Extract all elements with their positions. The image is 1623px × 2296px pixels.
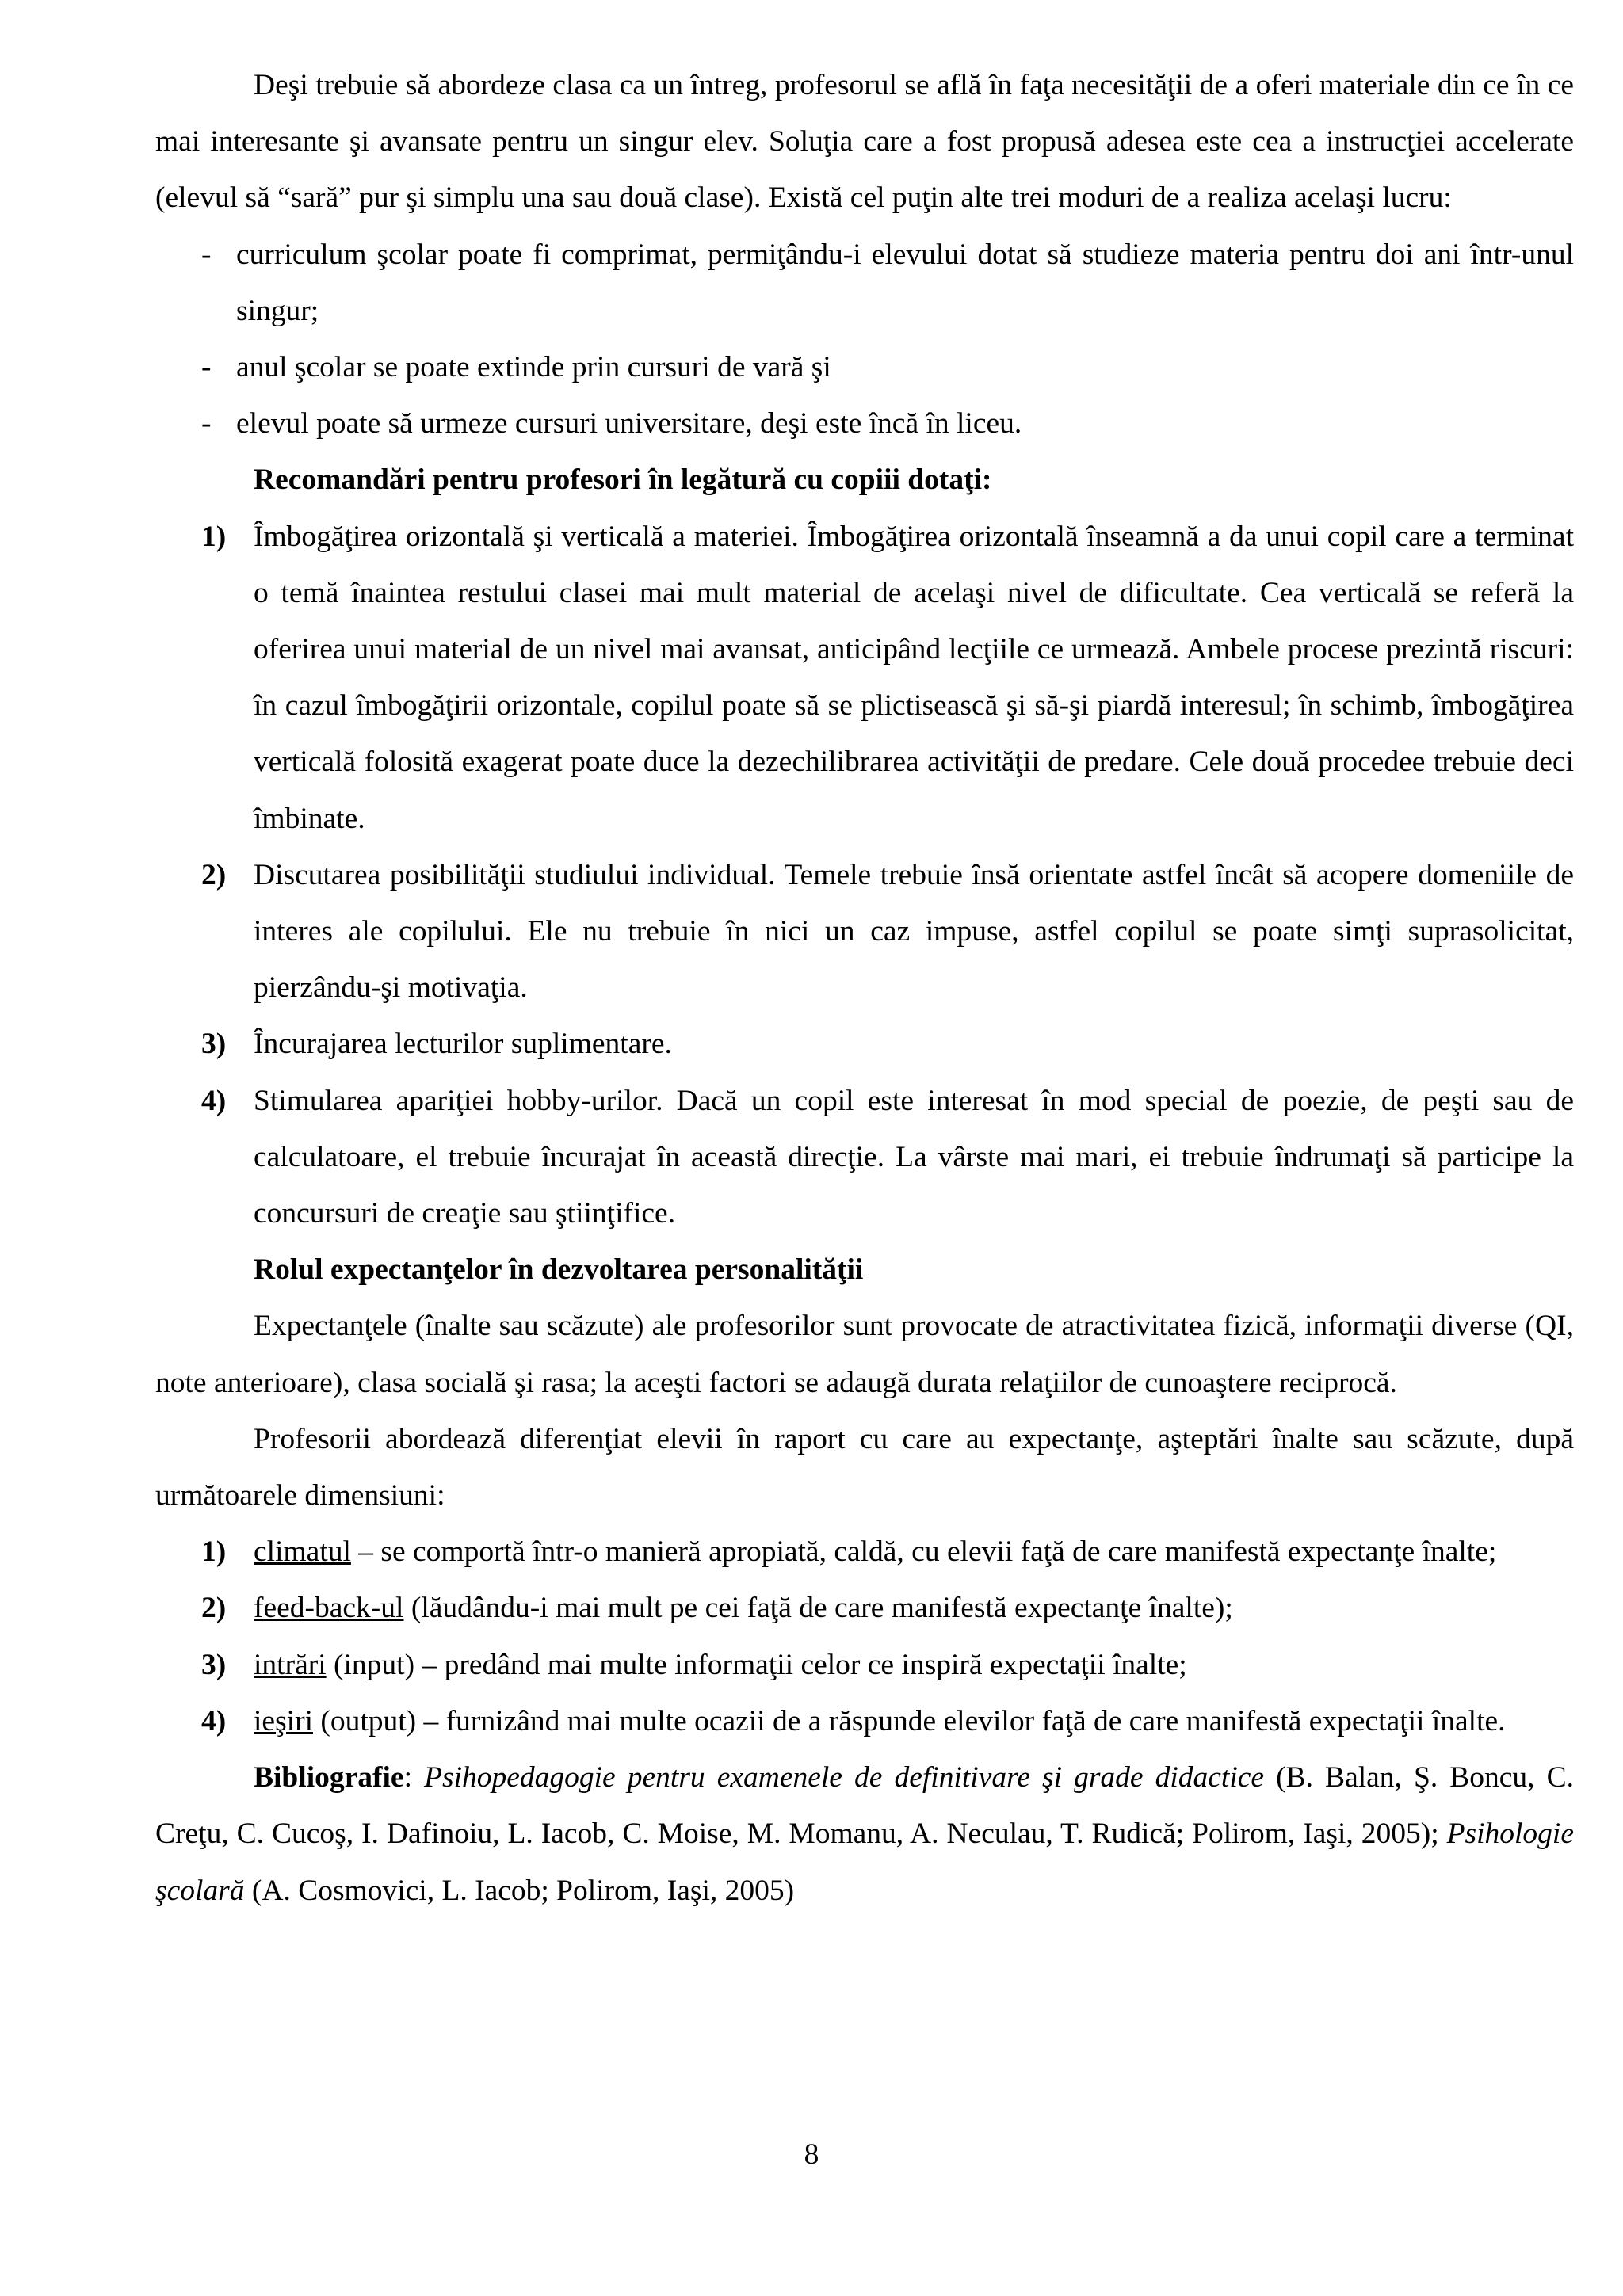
bibliography-title: Psihopedagogie pentru examenele de definitivare şi grade didactice xyxy=(424,1761,1265,1794)
item-number: 2) xyxy=(201,1592,227,1625)
list-item-text xyxy=(254,1524,1574,1580)
list-item xyxy=(155,1524,1574,1580)
list-item-text: Discutarea posibilităţii studiului individual. Temele trebuie însă orientate astfel încât să acopere domeniile de interes ale copilului. Ele nu trebuie în nici un caz impuse, astfel copilul se poate simţi suprasolicitat, pierzându-şi motivaţia. xyxy=(254,858,1574,1005)
bibliography-title: Psihologie şcolară xyxy=(155,1817,1574,1907)
dimension-term: ieşiri xyxy=(254,1704,313,1737)
expectations-heading: Rolul expectanţelor în dezvoltarea personalităţii xyxy=(254,1253,864,1287)
list-item xyxy=(155,395,1574,452)
list-item xyxy=(155,339,1574,395)
item-number: 4) xyxy=(201,1084,227,1117)
dimension-description: (output) – furnizând mai multe ocazii de a răspunde elevilor faţă de care manifestă expectaţii înalte. xyxy=(312,1704,1506,1737)
list-item xyxy=(155,227,1574,339)
bibliography-label: Bibliografie xyxy=(254,1761,404,1794)
dash-marker: - xyxy=(201,238,212,271)
expectations-paragraph: Expectanţele (înalte sau scăzute) ale profesorilor sunt provocate de atractivitatea fizică, informaţii diverse (QI, note anterioare), clasa socială şi rasa; la aceşti factori se adaugă durata relaţiilor de cunoaştere reciprocă. xyxy=(155,1310,1574,1399)
dash-marker: - xyxy=(201,407,212,441)
dimension-term: intrări xyxy=(254,1648,327,1681)
dimension-description: (input) – predând mai multe informaţii celor ce inspiră expectaţii înalte; xyxy=(326,1648,1187,1681)
intro-paragraph: Deşi trebuie să abordeze clasa ca un întreg, profesorul se află în faţa necesităţii de a oferi materiale din ce în ce mai interesante şi avansate pentru un singur elev. Soluţia care a fost propusă adesea este cea a instrucţiei accelerate (elevul să “sară” pur şi simplu una sau două clase). Există cel puţin alte trei moduri de a realiza acelaşi lucru: xyxy=(155,69,1574,215)
recommendations-heading: Recomandări pentru profesori în legătură cu copiii dotaţi: xyxy=(254,463,992,497)
list-item-text: Încurajarea lecturilor suplimentare. xyxy=(254,1028,672,1061)
list-item xyxy=(155,509,1574,847)
dimension-term: feed-back-ul xyxy=(254,1592,404,1625)
dimension-description: (lăudându-i mai mult pe cei faţă de care manifestă expectanţe înalte); xyxy=(403,1592,1233,1625)
bibliography-separator: : xyxy=(403,1761,425,1794)
list-item-text: Îmbogăţirea orizontală şi verticală a materiei. Îmbogăţirea orizontală înseamnă a da unui copil care a terminat o temă înaintea restului clasei mai mult material de acelaşi nivel de dificultate. Cea verticală se referă la oferirea unui material de un nivel mai avansat, anticipând lecţiile ce urmează. Ambele procese prezintă riscuri: în cazul îmbogăţirii orizontale, copilul poate să se plictisească şi să-şi piardă interesul; în schimb, îmbogăţirea verticală folosită exagerat poate duce la dezechilibrarea activităţii de predare. Cele două procedee trebuie deci îmbinate. xyxy=(254,520,1574,835)
expectations-paragraph: Profesorii abordează diferenţiat elevii în raport cu care au expectanţe, aşteptări înalte sau scăzute, după următoarele dimensiuni: xyxy=(155,1422,1574,1512)
list-item xyxy=(155,1693,1574,1749)
dimension-description: – se comportă într-o manieră apropiată, caldă, cu elevii faţă de care manifestă expectanţe înalte; xyxy=(350,1535,1497,1569)
item-number: 3) xyxy=(201,1028,227,1061)
item-number: 1) xyxy=(201,1535,227,1569)
list-item xyxy=(155,1580,1574,1636)
item-number: 3) xyxy=(201,1648,227,1681)
bibliography-authors: (A. Cosmovici, L. Iacob; Polirom, Iaşi, 2005) xyxy=(244,1874,795,1907)
list-item-text: elevul poate să urmeze cursuri universitare, deşi este încă în liceu. xyxy=(236,407,1022,441)
bibliography-authors: (B. Balan, Ş. Boncu, C. Creţu, C. Cucoş, I. Dafinoiu, L. Iacob, C. Moise, M. Momanu, A. Neculau, T. Rudică; Polirom, Iaşi, 2005); xyxy=(155,1761,1574,1851)
list-item-text: curriculum şcolar poate fi comprimat, permiţându-i elevului dotat să studieze materia pentru doi ani într-unul singur; xyxy=(236,238,1574,327)
item-number: 2) xyxy=(201,858,227,891)
list-item xyxy=(155,1637,1574,1693)
item-number: 4) xyxy=(201,1704,227,1737)
list-item xyxy=(155,1016,1574,1072)
list-item-text: Stimularea apariţiei hobby-urilor. Dacă un copil este interesat în mod special de poezie, de peşti sau de calculatoare, el trebuie încurajat în această direcţie. La vârste mai mari, ei trebuie îndrumaţi să participe la concursuri de creaţie sau ştiinţifice. xyxy=(254,1084,1574,1230)
item-number: 1) xyxy=(201,520,227,553)
list-item xyxy=(155,1073,1574,1242)
list-item-text: anul şcolar se poate extinde prin cursuri de vară şi xyxy=(236,351,831,384)
dash-marker: - xyxy=(201,351,212,384)
list-item-text xyxy=(254,1580,1574,1636)
dimension-term: climatul xyxy=(254,1535,351,1569)
list-item-text xyxy=(254,1693,1574,1749)
list-item-text xyxy=(254,1637,1574,1693)
page-number: 8 xyxy=(804,2138,819,2171)
list-item xyxy=(155,847,1574,1016)
bibliography xyxy=(155,1749,1574,1919)
document-page xyxy=(155,57,1574,1919)
